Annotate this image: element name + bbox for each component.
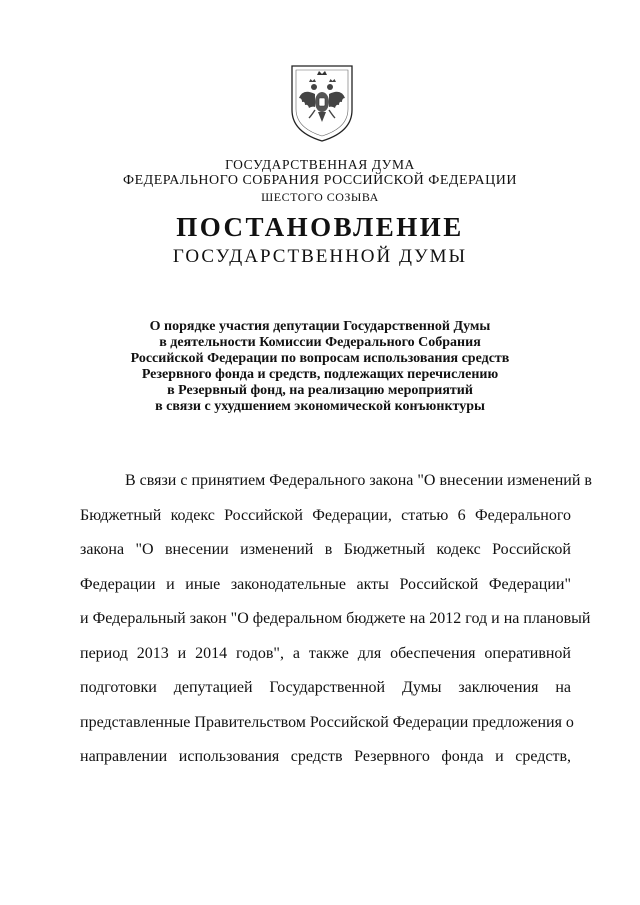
subject-line: в связи с ухудшением экономической конъюнктуры bbox=[155, 399, 485, 414]
body-line: подготовки депутацией Государственной Думы заключения на bbox=[80, 679, 571, 696]
subject-line: в Резервный фонд, на реализацию мероприятий bbox=[167, 383, 473, 398]
body-line: Федерации и иные законодательные акты Российской Федерации" bbox=[80, 575, 571, 593]
body-line: Бюджетный кодекс Российской Федерации, статью 6 Федерального bbox=[80, 506, 571, 524]
subject-line: Российской Федерации по вопросам использования средств bbox=[130, 351, 510, 366]
body-line: направлении использования средств Резервного фонда и средств, bbox=[80, 748, 571, 765]
subject-line: в деятельности Комиссии Федерального Собрания bbox=[159, 335, 481, 350]
body-line: и Федеральный закон "О федеральном бюджете на 2012 год и на плановый bbox=[80, 610, 591, 627]
document-subject bbox=[0, 319, 640, 415]
subject-line: Резервного фонда и средств, подлежащих перечислению bbox=[141, 367, 499, 382]
document-subtitle: ГОСУДАРСТВЕННОЙ ДУМЫ bbox=[172, 246, 468, 267]
body-line: В связи с принятием Федерального закона "О внесении изменений в bbox=[125, 472, 592, 489]
state-emblem-icon bbox=[288, 62, 356, 144]
document-title: ПОСТАНОВЛЕНИЕ bbox=[176, 212, 464, 242]
body-line: период 2013 и 2014 годов", а также для обеспечения оперативной bbox=[80, 644, 571, 662]
header-line-3: ШЕСТОГО СОЗЫВА bbox=[261, 190, 379, 204]
header-line-2: ФЕДЕРАЛЬНОГО СОБРАНИЯ РОССИЙСКОЙ ФЕДЕРАЦИИ bbox=[123, 173, 517, 188]
header-line-1: ГОСУДАРСТВЕННАЯ ДУМА bbox=[225, 157, 415, 172]
subject-line: О порядке участия депутации Государственной Думы bbox=[149, 319, 491, 334]
document-body bbox=[80, 470, 592, 781]
body-line: представленные Правительством Российской Федерации предложения о bbox=[80, 713, 574, 731]
body-line: закона "О внесении изменений в Бюджетный кодекс Российской bbox=[80, 541, 571, 558]
